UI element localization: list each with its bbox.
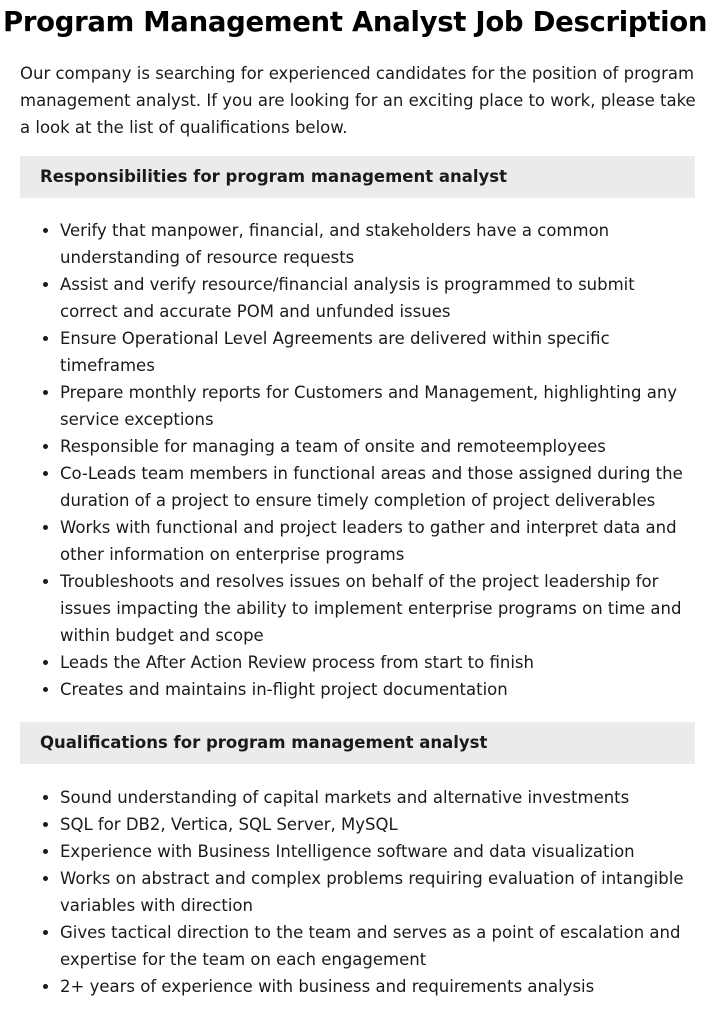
responsibilities-list [20, 217, 690, 703]
list-item: • Creates and maintains in-flight project documentation [60, 676, 690, 703]
list-item: • Troubleshoots and resolves issues on behalf of the project leadership for issues impacting the ability to implement enterprise programs on time and within budget and scope [60, 568, 690, 649]
intro-paragraph: Our company is searching for experienced candidates for the position of program management analyst. If you are looking for an exciting place to work, please take a look at the list of qualifications below. [20, 64, 696, 137]
list-item: • SQL for DB2, Vertica, SQL Server, MySQL [60, 811, 690, 838]
list-item: • Assist and verify resource/financial analysis is programmed to submit correct and accurate POM and unfunded issues [60, 271, 690, 325]
list-item: • Ensure Operational Level Agreements are delivered within specific timeframes [60, 325, 690, 379]
list-item: • Sound understanding of capital markets and alternative investments [60, 784, 690, 811]
qualifications-heading: Qualifications for program management analyst [20, 722, 695, 764]
qualifications-list [20, 784, 690, 1000]
list-item: • Works on abstract and complex problems requiring evaluation of intangible variables with direction [60, 865, 690, 919]
list-item: • Experience with Business Intelligence software and data visualization [60, 838, 690, 865]
list-item: • Prepare monthly reports for Customers and Management, highlighting any service exceptions [60, 379, 690, 433]
page-title: Program Management Analyst Job Description [3, 6, 708, 38]
responsibilities-heading: Responsibilities for program management analyst [20, 156, 695, 198]
list-item: • Gives tactical direction to the team and serves as a point of escalation and expertise for the team on each engagement [60, 919, 690, 973]
list-item: • Responsible for managing a team of onsite and remoteemployees [60, 433, 690, 460]
list-item: • Co-Leads team members in functional areas and those assigned during the duration of a project to ensure timely completion of project deliverables [60, 460, 690, 514]
list-item: • Works with functional and project leaders to gather and interpret data and other information on enterprise programs [60, 514, 690, 568]
list-item: • 2+ years of experience with business and requirements analysis [60, 973, 690, 1000]
list-item: • Verify that manpower, financial, and stakeholders have a common understanding of resource requests [60, 217, 690, 271]
list-item: • Leads the After Action Review process from start to finish [60, 649, 690, 676]
